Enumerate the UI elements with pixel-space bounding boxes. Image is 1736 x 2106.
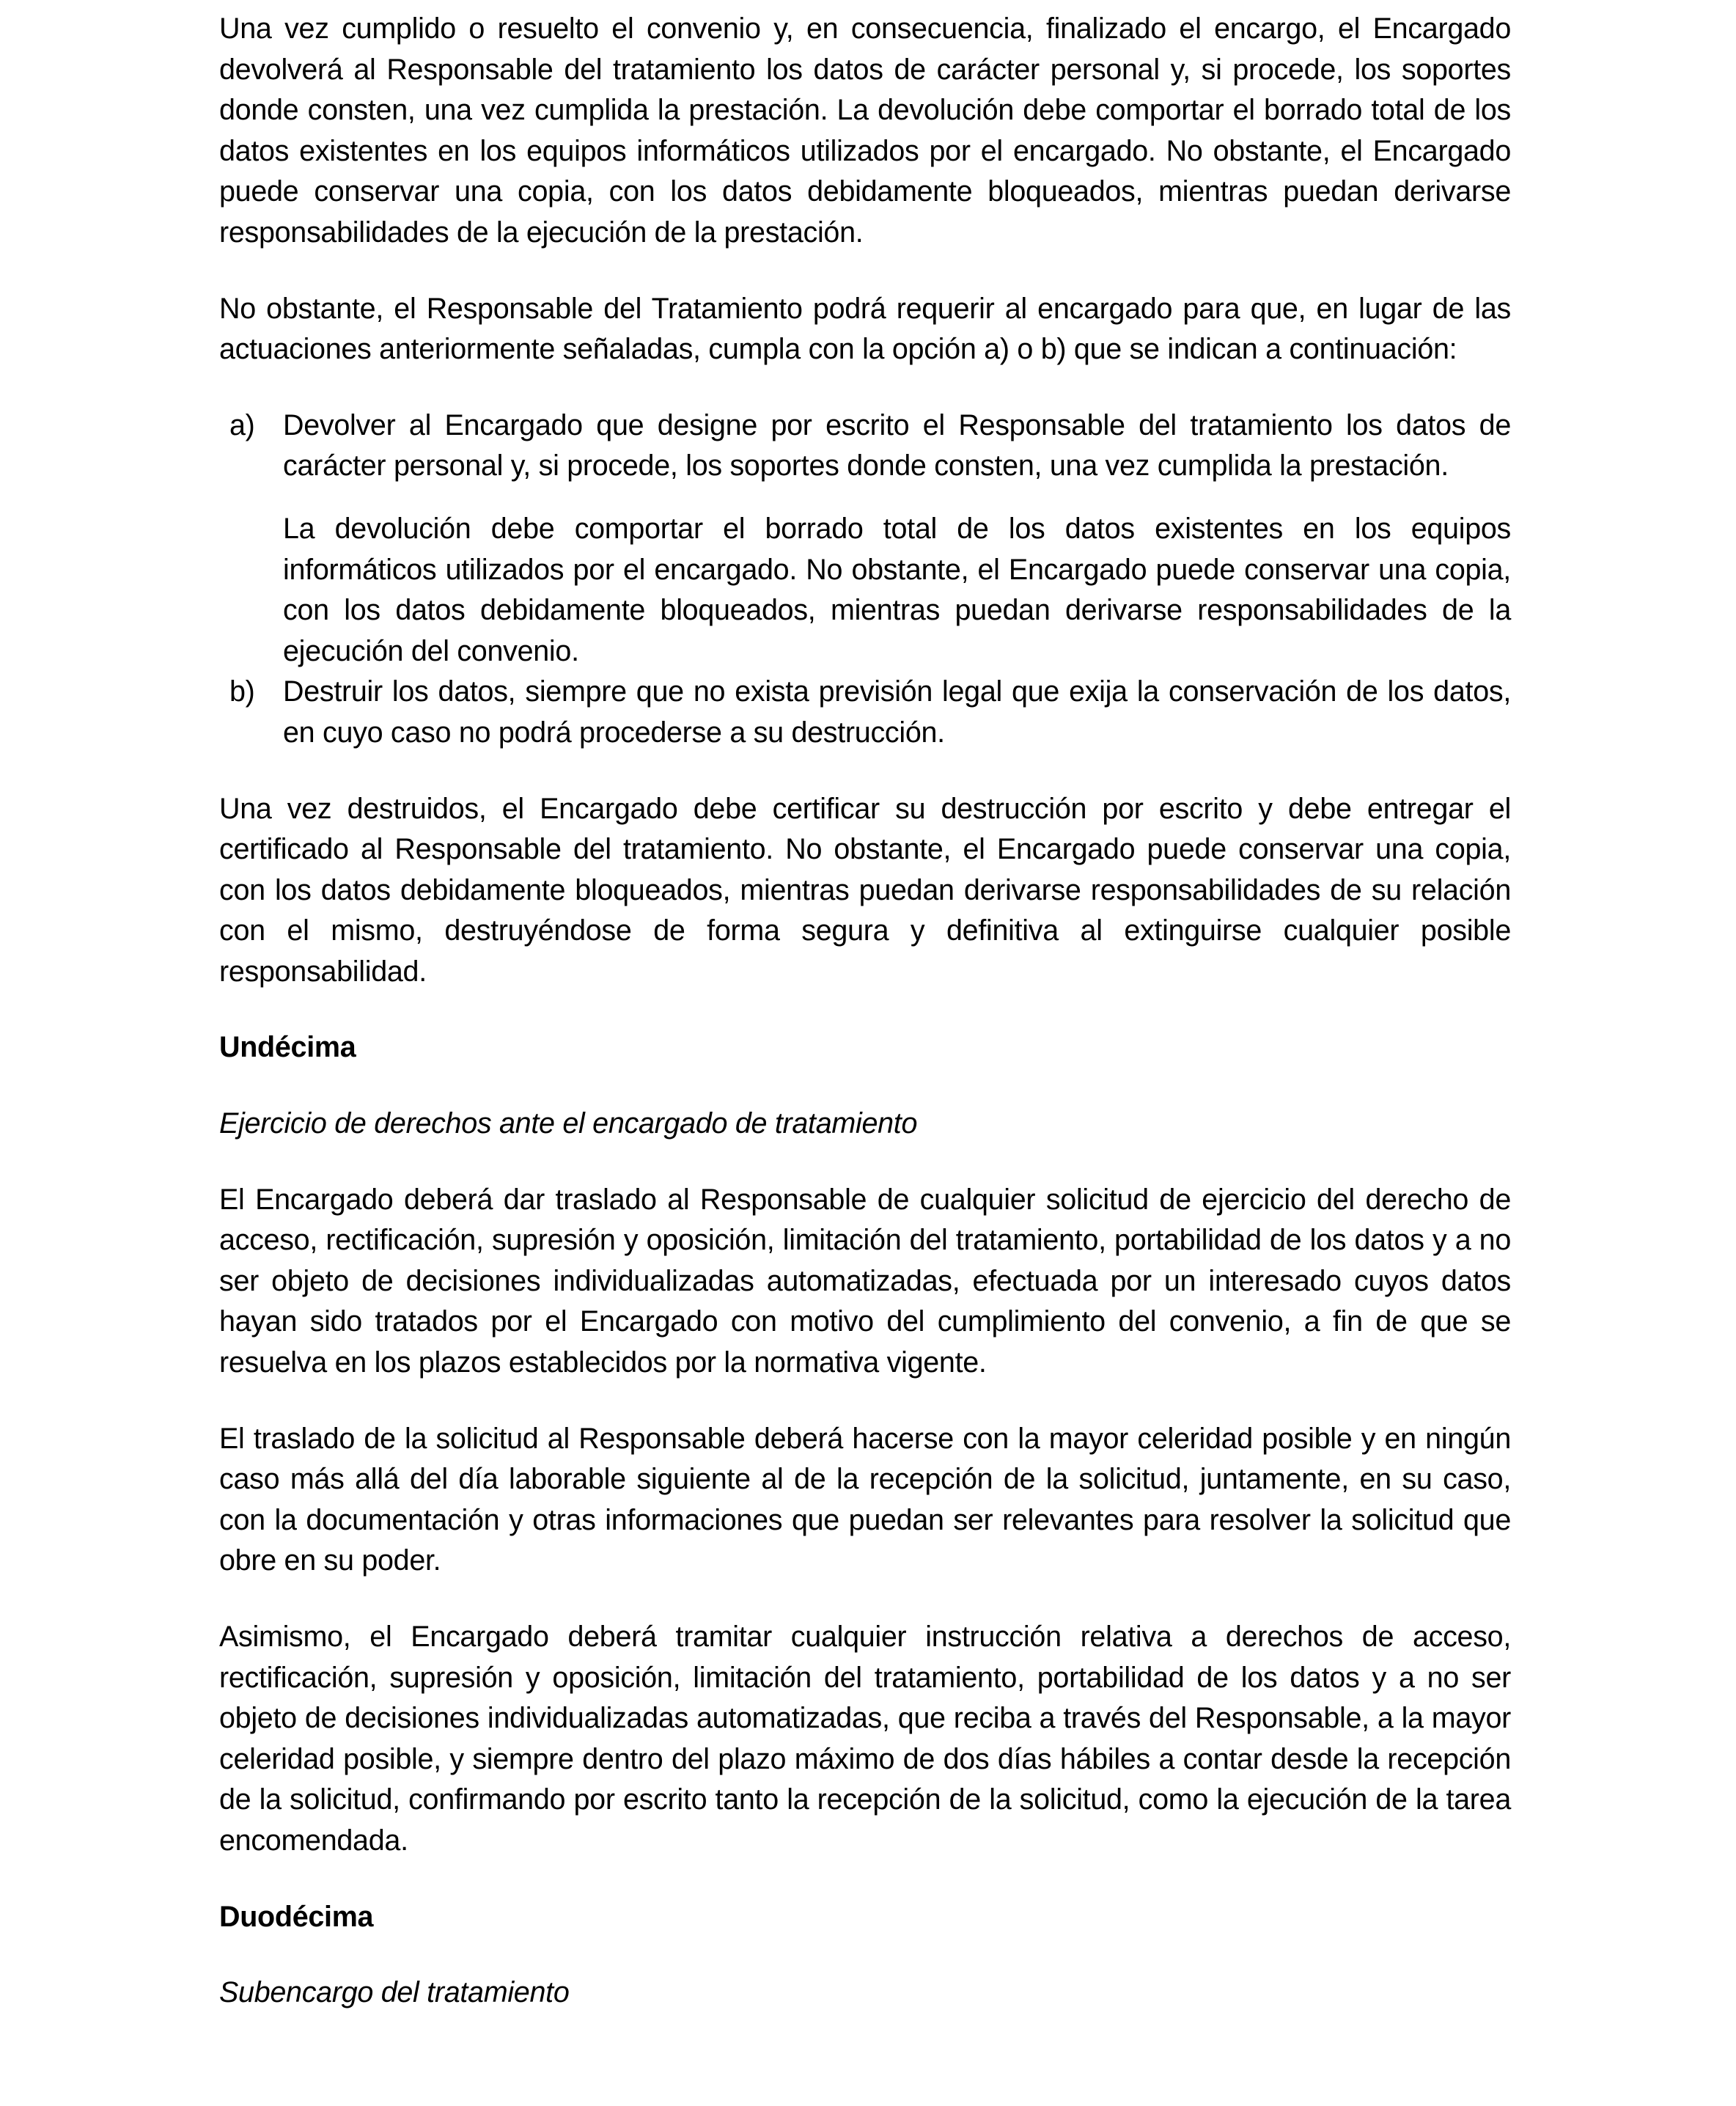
paragraph: El traslado de la solicitud al Responsable deberá hacerse con la mayor celeridad posible y en ningún caso más allá del día laborable siguiente al de la recepción de la solicitud, juntamente, en su caso, con la documentación y otras informaciones que puedan ser relevantes para resolver la solicitud que obre en su poder. — [219, 1422, 1511, 1577]
list-item-a — [219, 406, 1511, 672]
options-list — [219, 406, 1511, 754]
section-heading-duodecima: Duodécima — [219, 1900, 374, 1933]
section-subtitle: Subencargo del tratamiento — [219, 1976, 570, 2009]
paragraph: Asimismo, el Encargado deberá tramitar cualquier instrucción relativa a derechos de acceso, rectificación, supresión y oposición, limitación del tratamiento, portabilidad de los datos y a no ser objeto de decisiones individualizadas automatizadas, que reciba a través del Responsable, a la mayor celeridad posible, y siempre dentro del plazo máximo de dos días hábiles a contar desde la recepción de la solicitud, confirmando por escrito tanto la recepción de la solicitud, como la ejecución de la tarea encomendada. — [219, 1621, 1511, 1857]
list-item-text: Devolver al Encargado que designe por escrito el Responsable del tratamiento los datos de carácter personal y, si procede, los soportes donde consten, una vez cumplida la prestación. — [283, 408, 1511, 483]
section-subtitle: Ejercicio de derechos ante el encargado de tratamiento — [219, 1107, 918, 1140]
list-marker: a) — [229, 408, 255, 441]
document-page — [219, 9, 1511, 2049]
paragraph: El Encargado deberá dar traslado al Responsable de cualquier solicitud de ejercicio del derecho de acceso, rectificación, supresión y oposición, limitación del tratamiento, portabilidad de los datos y a no ser objeto de decisiones individualizadas automatizadas, efectuada por un interesado cuyos datos hayan sido tratados por el Encargado con motivo del cumplimiento del convenio, a fin de que se resuelva en los plazos establecidos por la normativa vigente. — [219, 1183, 1511, 1379]
paragraph-destruction-certificate: Una vez destruidos, el Encargado debe certificar su destrucción por escrito y debe entregar el certificado al Responsable del tratamiento. No obstante, el Encargado puede conservar una copia, con los datos debidamente bloqueados, mientras puedan derivarse responsabilidades de su relación con el mismo, destruyéndose de forma segura y definitiva al extinguirse cualquier posible responsabilidad. — [219, 792, 1511, 988]
paragraph-return-data: Una vez cumplido o resuelto el convenio y, en consecuencia, finalizado el encargo, el Encargado devolverá al Responsable del tratamiento los datos de carácter personal y, si procede, los soportes donde consten, una vez cumplida la prestación. La devolución debe comportar el borrado total de los datos existentes en los equipos informáticos utilizados por el encargado. No obstante, el Encargado puede conservar una copia, con los datos debidamente bloqueados, mientras puedan derivarse responsabilidades de la ejecución de la prestación. — [219, 12, 1511, 249]
list-item-text: Destruir los datos, siempre que no exista previsión legal que exija la conservación de los datos, en cuyo caso no podrá procederse a su destrucción. — [283, 675, 1511, 749]
list-item-b — [219, 672, 1511, 753]
list-marker: b) — [229, 675, 255, 708]
section-heading-undecima: Undécima — [219, 1031, 356, 1064]
paragraph-options-intro: No obstante, el Responsable del Tratamiento podrá requerir al encargado para que, en lugar de las actuaciones anteriormente señaladas, cumpla con la opción a) o b) que se indican a continuación: — [219, 292, 1511, 366]
list-item-text: La devolución debe comportar el borrado total de los datos existentes en los equipos informáticos utilizados por el encargado. No obstante, el Encargado puede conservar una copia, con los datos debidamente bloqueados, mientras puedan derivarse responsabilidades de la ejecución del convenio. — [283, 512, 1511, 667]
